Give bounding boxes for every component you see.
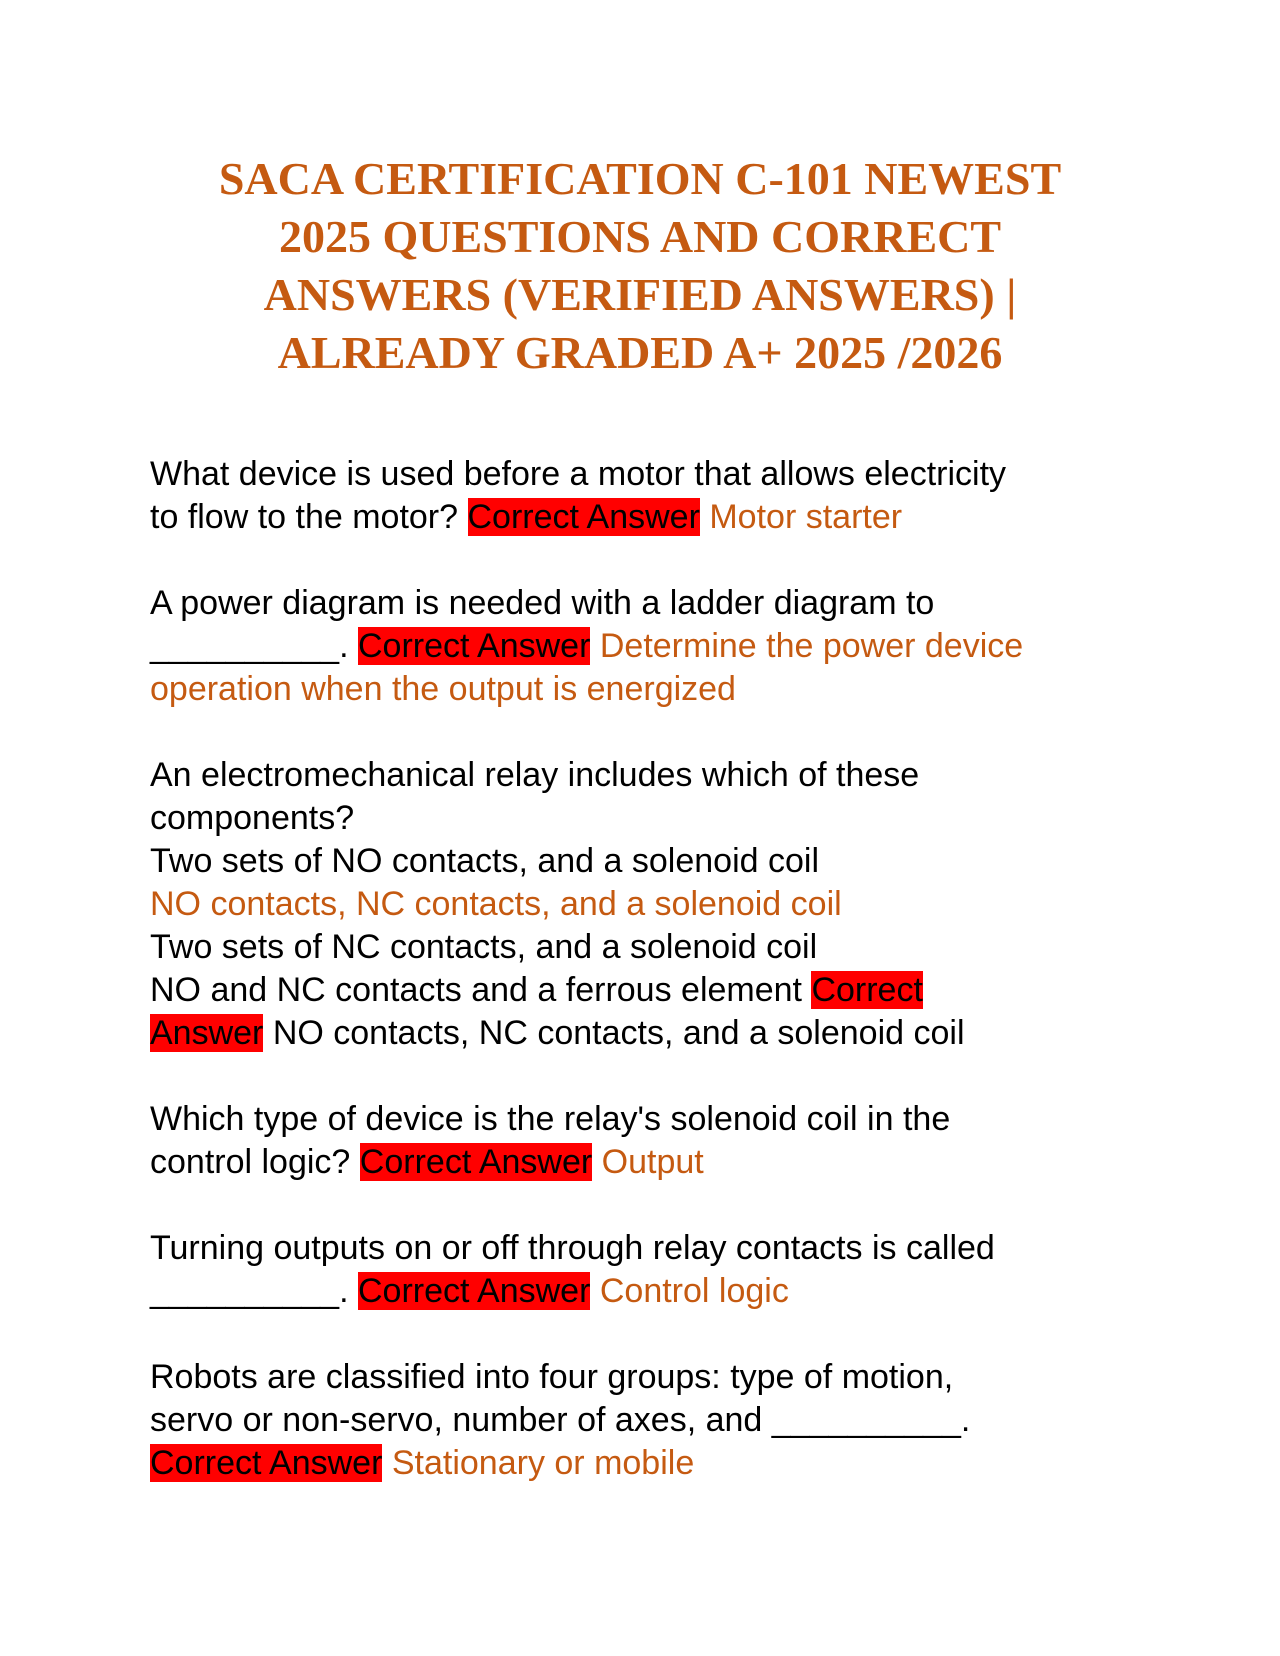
answer-text: Control logic: [599, 1272, 789, 1310]
answer-line: [150, 1012, 1150, 1055]
qa-item-4: [150, 1098, 1150, 1184]
question-text: control logic?: [150, 1143, 351, 1181]
answer-text: NO contacts, NC contacts, and a solenoid coil: [272, 1014, 965, 1052]
document-title: [140, 150, 1140, 382]
question-line-2: [150, 1141, 1150, 1184]
question-text: servo or non-servo, number of axes, and __________.: [150, 1401, 971, 1439]
question-text: An electromechanical relay includes which of these: [150, 756, 920, 794]
correct-answer-label: Correct Answer: [359, 1143, 593, 1181]
question-text: components?: [150, 799, 355, 837]
answer-text: Determine the power device: [599, 627, 1024, 665]
answer-text: Motor starter: [709, 498, 903, 536]
option-1: Two sets of NO contacts, and a solenoid coil: [150, 842, 820, 880]
question-line-2: [150, 625, 1150, 668]
answer-text: operation when the output is energized: [150, 670, 736, 708]
qa-list: [150, 453, 1150, 1528]
answer-line: [150, 1442, 1150, 1485]
answer-text: Stationary or mobile: [391, 1444, 695, 1482]
correct-answer-label: Correct Answer: [150, 1444, 383, 1482]
title-line-4: ALREADY GRADED A+ 2025 /2026: [277, 327, 1003, 378]
question-line-2: [150, 1270, 1150, 1313]
correct-answer-label: Correct Answer: [467, 498, 700, 536]
question-text: What device is used before a motor that allows electricity: [150, 455, 1007, 493]
question-line-2: [150, 496, 1150, 539]
correct-answer-label: Correct: [811, 971, 923, 1009]
question-text: Robots are classified into four groups: type of motion,: [150, 1358, 954, 1396]
option-3: Two sets of NC contacts, and a solenoid coil: [150, 928, 818, 966]
question-text: Turning outputs on or off through relay contacts is called: [150, 1229, 995, 1267]
question-text: __________.: [150, 1272, 349, 1310]
qa-item-6: [150, 1356, 1150, 1485]
correct-answer-label: Correct Answer: [358, 1272, 591, 1310]
qa-item-2: [150, 582, 1150, 711]
title-line-3: ANSWERS (VERIFIED ANSWERS) |: [263, 269, 1017, 320]
title-line-1: SACA CERTIFICATION C-101 NEWEST: [218, 153, 1062, 204]
correct-answer-label: Answer: [150, 1014, 264, 1052]
title-line-2: 2025 QUESTIONS AND CORRECT: [278, 211, 1002, 262]
qa-item-5: [150, 1227, 1150, 1313]
question-text: A power diagram is needed with a ladder diagram to: [150, 584, 935, 622]
qa-item-1: [150, 453, 1150, 539]
qa-item-3: [150, 754, 1150, 1055]
question-text: to flow to the motor?: [150, 498, 459, 536]
answer-text: Output: [601, 1143, 704, 1181]
option-2-correct: NO contacts, NC contacts, and a solenoid coil: [150, 885, 842, 923]
option-4-line: [150, 969, 1150, 1012]
correct-answer-label: Correct Answer: [358, 627, 591, 665]
option-4: NO and NC contacts and a ferrous element: [150, 971, 802, 1009]
question-text: Which type of device is the relay's solenoid coil in the: [150, 1100, 951, 1138]
question-text: __________.: [150, 627, 349, 665]
